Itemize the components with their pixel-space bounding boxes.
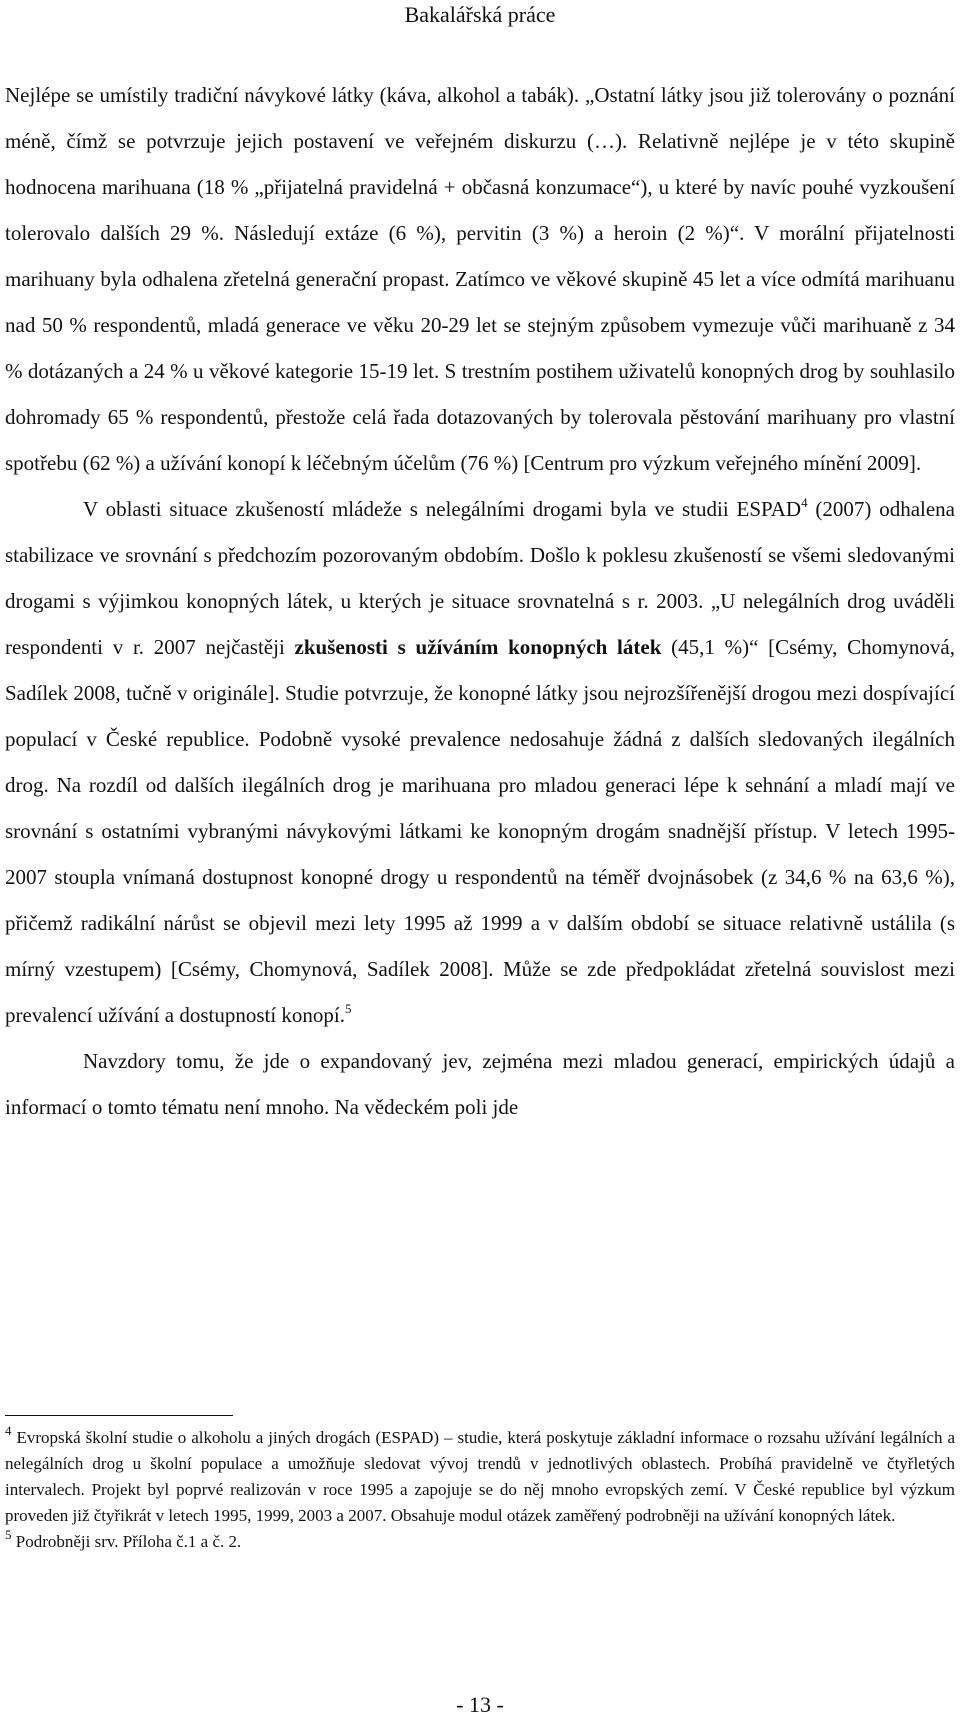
footnote-5-mark: 5 xyxy=(5,1527,12,1543)
footnote-ref-4[interactable]: 4 xyxy=(801,495,808,510)
footnote-5 xyxy=(5,1529,955,1555)
footnote-ref-5[interactable]: 5 xyxy=(345,1001,352,1016)
footnote-separator xyxy=(5,1415,233,1416)
main-text xyxy=(5,72,955,1130)
paragraph-2-part-c: (45,1 %)“ [Csémy, Chomynová, Sadílek 2008, tučně v originále]. Studie potvrzuje, že konopné látky jsou nejrozšířenější drogou mezi dospívající populací v České republice. Podobně vysoké prevalence nedosahuje žádná z dalších sledovaných ilegálních drog. Na rozdíl od dalších ilegálních drog je marihuana pro mladou generaci lépe k sehnání a mladí mají ve srovnání s ostatními vybranými návykovými látkami ke konopným drogám snadnější přístup. V letech 1995-2007 stoupla vnímaná dostupnost konopné drogy u respondentů na téměř dvojnásobek (z 34,6 % na 63,6 %), přičemž radikální nárůst se objevil mezi lety 1995 až 1999 a v dalším období se situace relativně ustálila (s mírný vzestupem) [Csémy, Chomynová, Sadílek 2008]. Může se zde předpokládat zřetelná souvislost mezi prevalencí užívání a dostupností konopí. xyxy=(5,635,955,1027)
paragraph-2-part-b: (2007) odhalena stabilizace ve srovnání s předchozím pozorovaným obdobím. Došlo k poklesu zkušeností se všemi sledovanými drogami s výjimkou konopných látek, u kterých je situace srovnatelná s r. 2003. „U nelegálních drog uváděli respondenti v r. 2007 nejčastěji xyxy=(5,497,955,659)
footnote-5-text: Podrobněji srv. Příloha č.1 a č. 2. xyxy=(11,1532,242,1551)
footnote-4-text: Evropská školní studie o alkoholu a jiných drogách (ESPAD) – studie, která poskytuje základní informace o rozsahu užívání legálních a nelegálních drog u školní populace a umožňuje sledovat vývoj trendů v jednotlivých oblastech. Probíhá pravidelně ve čtyřletých intervalech. Projekt byl poprvé realizován v roce 1995 a zapojuje se do něj mnoho evropských zemí. V České republice byl výzkum proveden již čtyřikrát v letech 1995, 1999, 2003 a 2007. Obsahuje modul otázek zaměřený podrobněji na užívání konopných látek. xyxy=(5,1428,955,1525)
paragraph-2 xyxy=(5,486,955,1038)
paragraph-1: Nejlépe se umístily tradiční návykové látky (káva, alkohol a tabák). „Ostatní látky jsou již tolerovány o poznání méně, čímž se potvrzuje jejich postavení ve veřejném diskurzu (…). Relativně nejlépe je v této skupině hodnocena marihuana (18 % „přijatelná pravidelná + občasná konzumace“), u které by navíc pouhé vyzkoušení tolerovalo dalších 29 %. Následují extáze (6 %), pervitin (3 %) a heroin (2 %)“. V morální přijatelnosti marihuany byla odhalena zřetelná generační propast. Zatímco ve věkové skupině 45 let a více odmítá marihuanu nad 50 % respondentů, mladá generace ve věku 20-29 let se stejným způsobem vymezuje vůči marihuaně z 34 % dotázaných a 24 % u věkové kategorie 15-19 let. S trestním postihem uživatelů konopných drog by souhlasilo dohromady 65 % respondentů, přestože celá řada dotazovaných by tolerovala pěstování marihuany pro vlastní spotřebu (62 %) a užívání konopí k léčebným účelům (76 %) [Centrum pro výzkum veřejného mínění 2009]. xyxy=(5,83,955,475)
paragraph-3: Navzdory tomu, že jde o expandovaný jev, zejména mezi mladou generací, empirických údajů a informací o tomto tématu není mnoho. Na vědeckém poli jde xyxy=(5,1049,955,1119)
footnotes xyxy=(5,1425,955,1555)
paragraph-2-bold-phrase: zkušenosti s užíváním konopných látek xyxy=(294,635,662,659)
paragraph-2-part-a: V oblasti situace zkušeností mládeže s nelegálními drogami byla ve studii ESPAD xyxy=(83,497,802,521)
footnote-4 xyxy=(5,1425,955,1529)
running-header: Bakalářská práce xyxy=(404,2,556,27)
page-number: - 13 - xyxy=(456,1692,504,1717)
footnote-4-mark: 4 xyxy=(5,1423,12,1439)
